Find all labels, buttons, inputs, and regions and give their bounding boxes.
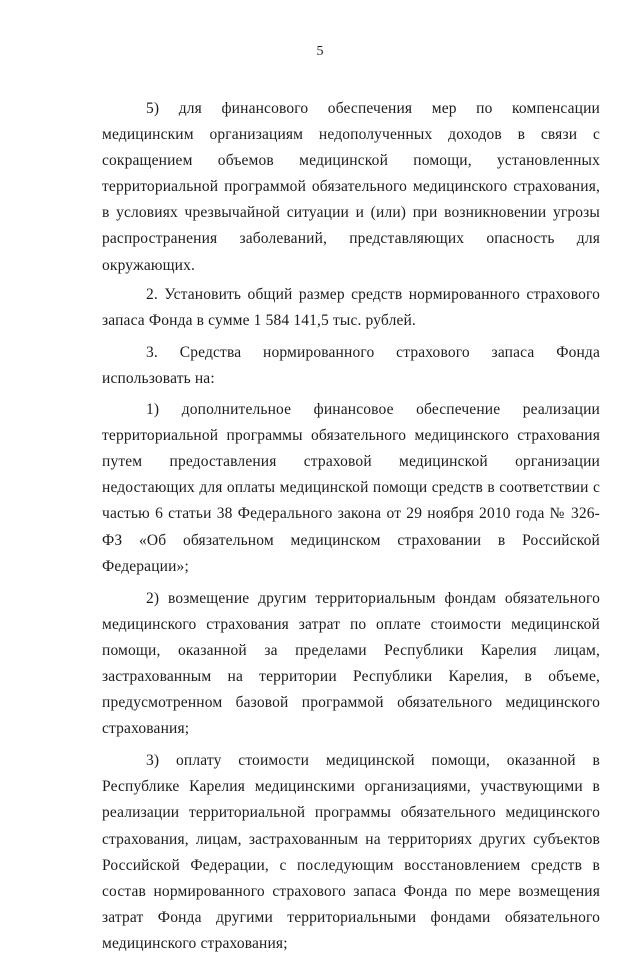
paragraph-clause-2: 2. Установить общий размер средств нормированного страхового запаса Фонда в сумме 1 584 141,5 тыс. рублей.: [102, 285, 600, 329]
paragraph-subitem-1: 1) дополнительное финансовое обеспечение реализации территориальной программы обязательного медицинского страхования путем предоставления страховой медицинской организации недостающих для оплаты медицинской помощи средств в соответствии с частью 6 статьи 38 Федерального закона от 29 ноября 2010 года № 326-ФЗ «Об обязательном медицинском страховании в Российской Федерации»;: [102, 401, 600, 575]
paragraph-item-5: 5) для финансового обеспечения мер по компенсации медицинским организациям недополученных доходов в связи с сокращением объемов медицинской помощи, установленных территориальной программой обязательного медицинского страхования, в условиях чрезвычайной ситуации и (или) при возникновении угрозы распространения заболеваний, представляющих опасность для окружающих.: [102, 100, 600, 274]
document-body: [102, 96, 600, 962]
page-number: 5: [316, 44, 324, 59]
paragraph-subitem-3: 3) оплату стоимости медицинской помощи, оказанной в Республике Карелия медицинскими организациями, участвующими в реализации территориальной программы обязательного медицинского страхования, лицам, застрахованным на территориях других субъектов Российской Федерации, с последующим восстановлением средств в состав нормированного страхового запаса Фонда по мере возмещения затрат Фонда другими территориальными фондами обязательного медицинского страхования;: [102, 752, 600, 952]
paragraph-subitem-2: 2) возмещение другим территориальным фондам обязательного медицинского страхования затрат по оплате стоимости медицинской помощи, оказанной за пределами Республики Карелия лицам, застрахованным на территории Республики Карелия, в объеме, предусмотренном базовой программой обязательного медицинского страхования;: [102, 589, 600, 738]
paragraph-clause-3: 3. Средства нормированного страхового запаса Фонда использовать на:: [102, 343, 600, 387]
